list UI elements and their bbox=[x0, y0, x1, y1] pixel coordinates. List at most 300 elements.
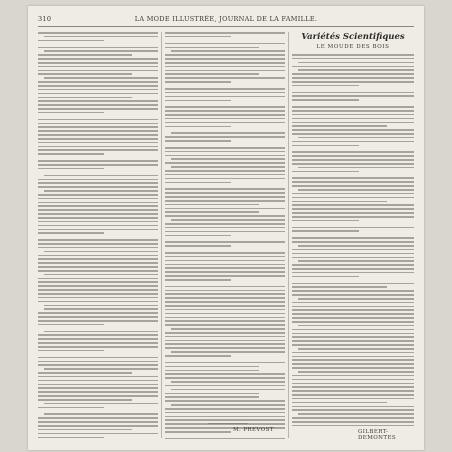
body-text bbox=[38, 32, 158, 443]
text-line bbox=[38, 119, 158, 121]
text-line bbox=[38, 239, 158, 241]
text-line bbox=[165, 271, 285, 273]
text-line bbox=[38, 126, 158, 128]
text-line bbox=[38, 138, 158, 140]
text-line bbox=[38, 384, 158, 386]
text-line bbox=[165, 162, 285, 164]
text-line bbox=[38, 376, 158, 378]
text-line bbox=[38, 262, 158, 264]
text-line bbox=[292, 386, 414, 388]
text-line bbox=[38, 54, 132, 56]
text-line bbox=[298, 348, 414, 350]
text-line bbox=[38, 58, 158, 60]
text-line bbox=[292, 253, 414, 255]
text-line bbox=[38, 243, 158, 245]
text-line bbox=[165, 136, 285, 138]
text-line bbox=[292, 212, 414, 214]
text-line bbox=[165, 96, 285, 98]
text-line bbox=[38, 97, 132, 99]
text-line bbox=[165, 77, 285, 79]
text-line bbox=[165, 182, 231, 184]
text-line bbox=[38, 229, 158, 231]
text-line bbox=[38, 324, 104, 326]
text-line bbox=[292, 290, 414, 292]
text-line bbox=[165, 126, 231, 128]
text-line bbox=[165, 336, 285, 338]
text-line bbox=[165, 370, 259, 372]
text-line bbox=[292, 317, 414, 319]
text-line bbox=[38, 205, 158, 207]
text-column-middle bbox=[165, 32, 285, 442]
text-line bbox=[165, 393, 259, 395]
text-line bbox=[171, 50, 285, 52]
text-line bbox=[292, 294, 414, 296]
text-line bbox=[171, 389, 285, 391]
text-line bbox=[292, 163, 414, 165]
text-line bbox=[292, 159, 414, 161]
header-rule bbox=[38, 26, 414, 27]
text-line bbox=[165, 385, 285, 387]
text-line bbox=[165, 377, 285, 379]
text-line bbox=[38, 334, 158, 336]
text-line bbox=[165, 416, 285, 418]
column-divider bbox=[288, 32, 289, 438]
text-line bbox=[292, 54, 414, 56]
text-line bbox=[292, 129, 414, 131]
text-line bbox=[298, 137, 414, 139]
text-line bbox=[38, 134, 158, 136]
text-line bbox=[38, 293, 158, 295]
text-line bbox=[165, 252, 285, 254]
text-line bbox=[292, 390, 414, 392]
text-line bbox=[292, 363, 414, 365]
text-line bbox=[165, 114, 285, 116]
text-line bbox=[165, 215, 285, 217]
text-line bbox=[171, 158, 285, 160]
text-line bbox=[165, 241, 285, 243]
text-line bbox=[292, 406, 414, 408]
text-line bbox=[165, 373, 285, 375]
text-line bbox=[292, 421, 414, 423]
text-line bbox=[38, 425, 158, 427]
text-line bbox=[38, 232, 104, 234]
text-line bbox=[44, 413, 158, 415]
text-line bbox=[165, 301, 285, 303]
text-line bbox=[292, 92, 414, 94]
text-line bbox=[38, 168, 104, 170]
text-line bbox=[292, 286, 387, 288]
text-line bbox=[165, 396, 259, 398]
text-line bbox=[298, 298, 414, 300]
text-line bbox=[292, 216, 414, 218]
text-line bbox=[165, 204, 259, 206]
text-line bbox=[38, 182, 158, 184]
text-line bbox=[165, 293, 285, 295]
text-line bbox=[38, 179, 158, 181]
text-line bbox=[38, 108, 158, 110]
text-line bbox=[38, 342, 158, 344]
text-line bbox=[38, 433, 158, 435]
text-line bbox=[38, 194, 158, 196]
text-line bbox=[165, 317, 285, 319]
text-line bbox=[165, 70, 285, 72]
text-line bbox=[38, 112, 104, 114]
text-line bbox=[292, 313, 414, 315]
text-line bbox=[44, 368, 158, 370]
text-line bbox=[165, 66, 285, 68]
text-line bbox=[44, 331, 158, 333]
text-line bbox=[38, 285, 158, 287]
text-line bbox=[165, 309, 285, 311]
text-line bbox=[292, 171, 359, 173]
text-line bbox=[165, 110, 285, 112]
text-line bbox=[165, 267, 285, 269]
text-line bbox=[44, 175, 158, 177]
text-line bbox=[292, 302, 414, 304]
text-line bbox=[292, 417, 414, 419]
text-line bbox=[171, 351, 285, 353]
text-line bbox=[165, 400, 285, 402]
text-line bbox=[165, 408, 285, 410]
text-line bbox=[38, 395, 158, 397]
text-line bbox=[38, 47, 158, 49]
text-line bbox=[38, 247, 158, 249]
text-line bbox=[38, 281, 158, 283]
text-line bbox=[165, 419, 285, 421]
text-line bbox=[165, 260, 285, 262]
text-line bbox=[38, 437, 104, 439]
text-line bbox=[292, 241, 414, 243]
text-line bbox=[38, 93, 158, 95]
text-line bbox=[38, 338, 158, 340]
text-line bbox=[38, 202, 158, 204]
text-line bbox=[298, 167, 414, 169]
text-line bbox=[298, 69, 414, 71]
text-line bbox=[165, 106, 285, 108]
text-line bbox=[165, 256, 285, 258]
text-line bbox=[38, 421, 158, 423]
text-line bbox=[292, 58, 414, 60]
text-line bbox=[292, 344, 414, 346]
text-line bbox=[292, 85, 359, 87]
text-line bbox=[38, 399, 132, 401]
text-line bbox=[165, 366, 259, 368]
text-line bbox=[165, 155, 285, 157]
text-line bbox=[44, 308, 158, 310]
body-text bbox=[165, 32, 285, 439]
text-line bbox=[165, 140, 231, 142]
text-line bbox=[165, 36, 231, 38]
text-line bbox=[38, 123, 158, 125]
text-line bbox=[38, 209, 158, 211]
text-line bbox=[38, 100, 158, 102]
text-line bbox=[165, 231, 285, 233]
text-line bbox=[165, 279, 231, 281]
text-line bbox=[165, 192, 285, 194]
text-line bbox=[165, 178, 285, 180]
text-line bbox=[38, 350, 104, 352]
text-line bbox=[292, 283, 414, 285]
text-line bbox=[292, 204, 414, 206]
author-signature: GILBERT-DEMONTES bbox=[358, 429, 397, 441]
column-divider bbox=[161, 32, 162, 438]
text-line bbox=[165, 73, 259, 75]
text-line bbox=[165, 362, 285, 364]
text-line bbox=[38, 278, 158, 280]
text-column-left bbox=[38, 32, 158, 443]
text-line bbox=[165, 170, 285, 172]
text-line bbox=[44, 251, 158, 253]
text-line bbox=[292, 329, 414, 331]
text-line bbox=[292, 379, 414, 381]
text-line bbox=[165, 313, 285, 315]
text-line bbox=[171, 219, 285, 221]
text-line bbox=[292, 145, 359, 147]
text-line bbox=[292, 383, 414, 385]
text-line bbox=[292, 141, 414, 143]
text-line bbox=[38, 255, 158, 257]
text-line bbox=[165, 297, 285, 299]
text-line bbox=[292, 356, 414, 358]
text-line bbox=[165, 340, 285, 342]
text-line bbox=[165, 118, 285, 120]
text-line bbox=[44, 305, 158, 307]
text-line bbox=[38, 130, 158, 132]
text-line bbox=[38, 316, 158, 318]
text-line bbox=[292, 352, 414, 354]
text-line bbox=[38, 198, 158, 200]
text-line bbox=[38, 81, 158, 83]
text-column-right bbox=[292, 32, 414, 429]
text-line bbox=[292, 114, 414, 116]
author-signature: M. PREVOST bbox=[233, 427, 274, 433]
text-line bbox=[38, 258, 158, 260]
text-line bbox=[38, 297, 158, 299]
text-line bbox=[38, 160, 158, 162]
text-line bbox=[165, 412, 285, 414]
text-line bbox=[38, 364, 158, 366]
text-line bbox=[165, 324, 285, 326]
text-line bbox=[38, 312, 158, 314]
text-line bbox=[292, 151, 414, 153]
text-line bbox=[38, 417, 158, 419]
text-line bbox=[292, 394, 414, 396]
text-line bbox=[292, 77, 414, 79]
text-line bbox=[292, 409, 414, 411]
text-line bbox=[38, 62, 158, 64]
text-line bbox=[165, 286, 285, 288]
text-line bbox=[292, 268, 414, 270]
text-line bbox=[171, 328, 285, 330]
text-line bbox=[38, 225, 158, 227]
text-line bbox=[38, 357, 158, 359]
text-line bbox=[298, 371, 414, 373]
signature-rule bbox=[208, 423, 248, 424]
text-line bbox=[298, 62, 414, 64]
text-line bbox=[38, 301, 158, 303]
text-line bbox=[292, 155, 414, 157]
text-line bbox=[165, 100, 231, 102]
page-number: 310 bbox=[38, 15, 52, 23]
text-line bbox=[292, 66, 414, 68]
text-line bbox=[292, 336, 414, 338]
text-line bbox=[38, 40, 104, 42]
text-line bbox=[292, 306, 414, 308]
text-line bbox=[292, 208, 414, 210]
text-line bbox=[38, 153, 104, 155]
text-line bbox=[292, 220, 359, 222]
text-line bbox=[298, 260, 414, 262]
text-line bbox=[38, 217, 158, 219]
text-line bbox=[292, 257, 414, 259]
text-line bbox=[38, 85, 158, 87]
text-line bbox=[38, 73, 132, 75]
text-line bbox=[292, 193, 414, 195]
text-line bbox=[165, 47, 259, 49]
text-line bbox=[165, 62, 285, 64]
text-line bbox=[298, 413, 414, 415]
text-line bbox=[44, 77, 158, 79]
text-line bbox=[38, 32, 158, 34]
text-line bbox=[292, 197, 414, 199]
text-line bbox=[298, 325, 414, 327]
text-line bbox=[38, 149, 158, 151]
text-line bbox=[38, 346, 158, 348]
text-line bbox=[38, 320, 158, 322]
text-line bbox=[292, 81, 414, 83]
text-line bbox=[38, 289, 158, 291]
text-line bbox=[171, 166, 285, 168]
text-line bbox=[292, 230, 359, 232]
text-line bbox=[292, 272, 414, 274]
text-line bbox=[165, 122, 285, 124]
text-line bbox=[292, 185, 414, 187]
text-line bbox=[165, 223, 285, 225]
text-line bbox=[292, 367, 414, 369]
text-line bbox=[38, 213, 158, 215]
section-title: Variétés Scientifiques bbox=[301, 32, 405, 42]
text-line bbox=[165, 188, 285, 190]
text-line bbox=[165, 431, 231, 433]
text-line bbox=[165, 196, 285, 198]
text-line bbox=[292, 125, 387, 127]
text-line bbox=[165, 347, 285, 349]
text-line bbox=[298, 245, 414, 247]
text-line bbox=[165, 151, 285, 153]
text-line bbox=[165, 58, 285, 60]
text-line bbox=[292, 309, 414, 311]
text-line bbox=[165, 343, 285, 345]
text-line bbox=[165, 32, 285, 34]
text-line bbox=[292, 106, 414, 108]
text-line bbox=[292, 402, 387, 404]
text-line bbox=[165, 227, 285, 229]
text-line bbox=[38, 66, 158, 68]
text-line bbox=[165, 355, 231, 357]
text-line bbox=[38, 104, 158, 106]
text-line bbox=[165, 88, 285, 90]
text-line bbox=[44, 403, 158, 405]
text-line bbox=[165, 290, 285, 292]
text-line bbox=[292, 359, 414, 361]
text-line bbox=[38, 372, 132, 374]
text-line bbox=[38, 387, 158, 389]
text-line bbox=[38, 270, 158, 272]
text-line bbox=[292, 177, 414, 179]
text-line bbox=[292, 73, 414, 75]
section-subtitle: LE MOUDE DES BOIS bbox=[316, 44, 390, 50]
text-line bbox=[38, 361, 158, 363]
text-line bbox=[292, 264, 414, 266]
text-line bbox=[298, 189, 414, 191]
text-line bbox=[292, 333, 414, 335]
text-line bbox=[292, 99, 359, 101]
text-line bbox=[38, 380, 158, 382]
text-line bbox=[165, 54, 285, 56]
text-line bbox=[38, 186, 158, 188]
text-line bbox=[38, 70, 158, 72]
text-line bbox=[292, 276, 359, 278]
text-line bbox=[165, 43, 285, 45]
text-line bbox=[292, 133, 414, 135]
text-line bbox=[165, 200, 285, 202]
text-line bbox=[292, 237, 414, 239]
text-line bbox=[38, 146, 158, 148]
text-line bbox=[292, 425, 414, 427]
text-line bbox=[165, 438, 285, 440]
text-line bbox=[165, 245, 231, 247]
text-line bbox=[38, 407, 104, 409]
body-text bbox=[292, 54, 414, 426]
text-line bbox=[292, 181, 414, 183]
text-line bbox=[292, 375, 414, 377]
journal-title: LA MODE ILLUSTRÉE, JOURNAL DE LA FAMILLE. bbox=[134, 15, 318, 23]
text-line bbox=[38, 221, 158, 223]
document-page bbox=[28, 6, 424, 450]
text-line bbox=[165, 92, 285, 94]
text-line bbox=[165, 81, 231, 83]
text-line bbox=[165, 211, 259, 213]
text-line bbox=[165, 332, 285, 334]
text-line bbox=[292, 249, 414, 251]
text-line bbox=[165, 320, 285, 322]
text-line bbox=[165, 275, 285, 277]
text-line bbox=[292, 95, 414, 97]
text-line bbox=[38, 429, 132, 431]
text-line bbox=[44, 190, 158, 192]
text-line bbox=[165, 264, 285, 266]
text-line bbox=[165, 174, 285, 176]
text-line bbox=[292, 122, 414, 124]
text-line bbox=[171, 132, 285, 134]
text-line bbox=[165, 305, 285, 307]
text-line bbox=[38, 391, 158, 393]
text-line bbox=[292, 398, 414, 400]
text-line bbox=[38, 89, 158, 91]
text-line bbox=[292, 201, 387, 203]
text-line bbox=[165, 147, 285, 149]
text-line bbox=[44, 36, 158, 38]
text-line bbox=[171, 404, 285, 406]
text-line bbox=[38, 164, 158, 166]
text-line bbox=[292, 321, 414, 323]
text-line bbox=[171, 381, 285, 383]
text-line bbox=[292, 340, 414, 342]
text-line bbox=[165, 235, 231, 237]
text-line bbox=[44, 50, 158, 52]
text-line bbox=[44, 274, 158, 276]
text-line bbox=[38, 142, 158, 144]
